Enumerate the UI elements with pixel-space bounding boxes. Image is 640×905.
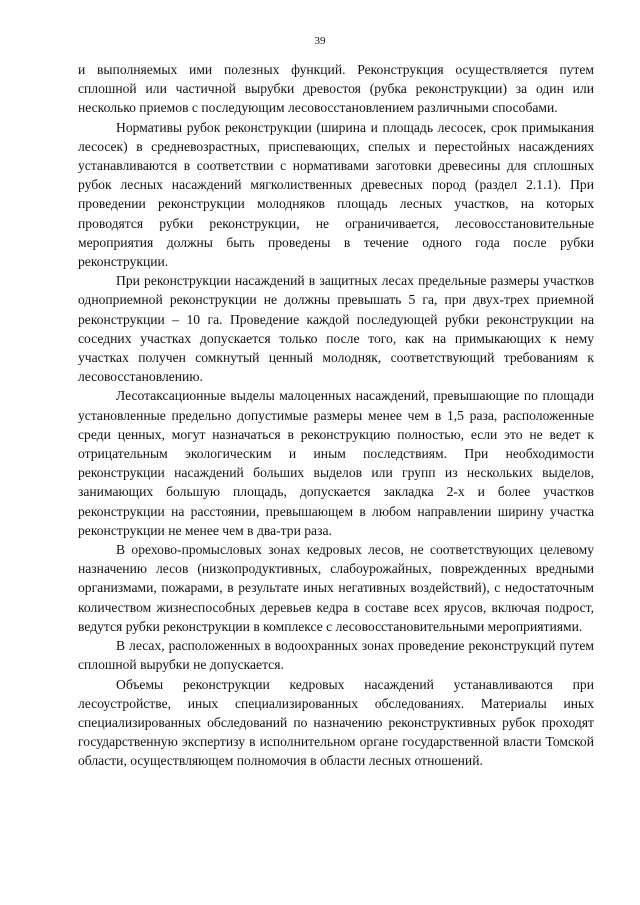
paragraph: При реконструкции насаждений в защитных лесах предельные размеры участков одноприемной реконструкции не должны превышать 5 га, при двух-трех приемной реконструкции – 10 га. Проведение каждой последующей рубки реконструкции на соседних участках допускается только после того, как на примыкающих к нему участках получен сомкнутый ценный молодняк, соответствующий требованиям к лесовосстановлению. <box>78 273 594 385</box>
paragraph: Лесотаксационные выделы малоценных насаждений, превышающие по площади установленные предельно допустимые размеры менее чем в 1,5 раза, расположенные среди ценных, могут назначаться в реконструкцию полностью, если это не ведет к отрицательным экологическим и иным последствиям. При необходимости реконструкции насаждений больших выделов или групп из нескольких выделов, занимающих большую площадь, допускается закладка 2-х и более участков реконструкции на расстоянии, превышающем в любом направлении ширину участка реконструкции не менее чем в два-три раза. <box>78 388 594 538</box>
paragraph: В лесах, расположенных в водоохранных зонах проведение реконструкций путем сплошной вырубки не допускается. <box>78 638 594 673</box>
paragraph: В орехово-промысловых зонах кедровых лесов, не соответствующих целевому назначению лесов (низкопродуктивных, слабоурожайных, поврежденных вредными организмами, пожарами, в результате иных негативных воздействий), с недостаточным количеством жизнеспособных деревьев кедра в составе всех ярусов, включая подрост, ведутся рубки реконструкции в комплексе с лесовосстановительными мероприятиями. <box>78 542 594 634</box>
paragraph: Нормативы рубок реконструкции (ширина и площадь лесосек, срок примыкания лесосек) в средневозрастных, приспевающих, спелых и перестойных насаждениях устанавливаются в соответствии с нормативами заготовки древесины для сплошных рубок лесных насаждений мягколиственных древесных пород (раздел 2.1.1). При проведении реконструкции молодняков площадь лесных участков, на которых проводятся рубки реконструкции, не ограничивается, лесовосстановительные мероприятия должны быть проведены в течение одного года после рубки реконструкции. <box>78 119 594 270</box>
body-text <box>78 60 594 771</box>
paragraph: и выполняемых ими полезных функций. Реконструкция осуществляется путем сплошной или частичной вырубки древостоя (рубка реконструкции) за один или несколько приемов с последующим лесовосстановлением различными способами. <box>78 62 594 116</box>
page-number: 39 <box>314 35 326 47</box>
paragraph: Объемы реконструкции кедровых насаждений устанавливаются при лесоустройстве, иных специализированных обследованиях. Материалы иных специализированных обследований по назначению реконструктивных рубок проходят государственную экспертизу в исполнительном органе государственной власти Томской области, осуществляющем полномочия в области лесных отношений. <box>78 676 594 769</box>
